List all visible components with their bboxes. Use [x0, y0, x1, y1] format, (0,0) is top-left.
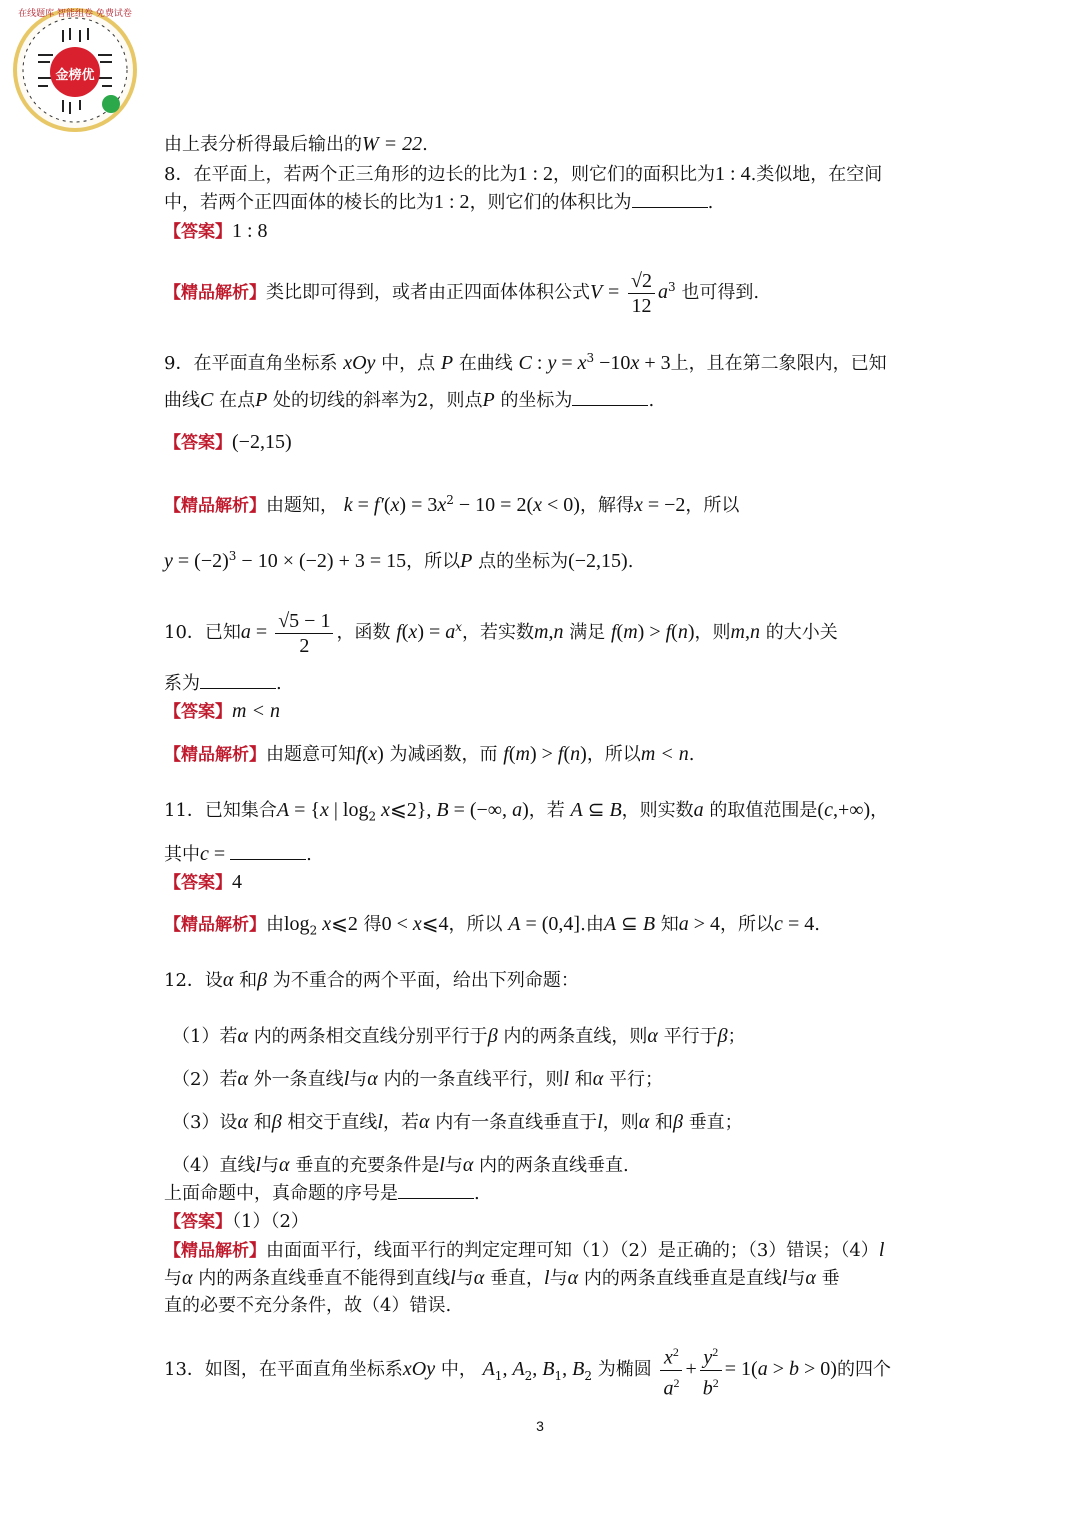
jinbangyou-logo: [8, 0, 142, 134]
analysis-8: 【精品解析】类比即可得到，或者由正四面体体积公式V = $\frac{√2}{12}$ $a^3$ 也可得到.: [164, 269, 760, 317]
answer-blank: [398, 1180, 474, 1199]
analysis-10: 【精品解析】由题意可知f(x) 为减函数，而 f(m) > f(n)，所以m < n.: [164, 743, 695, 765]
answer-blank: [200, 670, 276, 689]
question-11: 11．已知集合A = {x | $\log_2$ x⩽2}, B = (−∞, a)，若 A ⊆ B，则实数a 的取值范围是(c,+∞)，: [164, 799, 889, 824]
answer-11: 【答案】4: [164, 871, 242, 893]
question-12-prompt: 上面命题中，真命题的序号是 .: [164, 1180, 480, 1208]
answer-10: 【答案】m < n: [164, 700, 280, 722]
answer-blank: [632, 189, 708, 208]
proposition-3: （3）设α 和β 相交于直线l，若α 内有一条直线垂直于l，则α 和β 垂直；: [172, 1111, 743, 1133]
text-line: 由上表分析得最后输出的W = 22.: [164, 133, 428, 155]
question-8-cont: 中，若两个正四面体的棱长的比为1 : 2，则它们的体积比为 .: [164, 191, 714, 213]
question-8: 8．在平面上，若两个正三角形的边长的比为1 : 2，则它们的面积比为1 : 4.类似地，在空间: [164, 163, 883, 185]
question-9-cont: 曲线C 在点P 处的切线的斜率为2，则点P 的坐标为 .: [164, 389, 655, 411]
answer-9: 【答案】(−2,15): [164, 431, 292, 453]
analysis-9: 【精品解析】由题知， $k = f'(x) = 3x^2 - 10 = 2(x < 0)$，解得x = −2，所以: [164, 493, 740, 516]
analysis-12-cont: 与α 内的两条直线垂直不能得到直线l与α 垂直，l与α 内的两条直线垂直是直线l与α 垂: [164, 1267, 840, 1289]
analysis-9-cont: $y = (-2)^3 - 10 \times (-2) + 3 = 15$，所以P 点的坐标为(−2,15).: [164, 549, 634, 572]
question-12: 12．设α 和β 为不重合的两个平面，给出下列命题：: [164, 969, 579, 991]
question-11-cont: 其中c = .: [164, 843, 312, 865]
question-9: 9．在平面直角坐标系 xOy 中，点 P 在曲线 C : $y = x^3 -10x + 3$上，且在第二象限内，已知: [164, 351, 887, 374]
proposition-2: （2）若α 外一条直线l与α 内的一条直线平行，则l 和α 平行；: [172, 1068, 664, 1090]
page-number: 3: [536, 1418, 544, 1434]
logo-center-text: 金榜优: [55, 68, 95, 83]
answer-8: 【答案】1 : 8: [164, 220, 268, 242]
question-10: 10．已知a = $\frac{√5 - 1}{2}$ ，函数 $f(x) = a^x$，若实数m,n 满足 f(m) > f(n)，则m,n 的大小关: [164, 609, 838, 657]
analysis-11: 【精品解析】由$\log_2$ x⩽2 得0 < x⩽4，所以 A = (0,4].由A ⊆ B 知a > 4，所以c = 4.: [164, 913, 820, 938]
question-10-cont: 系为 .: [164, 670, 282, 698]
logo-arc-text: 在线题库 智能组卷 免费试卷: [18, 9, 132, 19]
proposition-1: （1）若α 内的两条相交直线分别平行于β 内的两条直线，则α 平行于β；: [172, 1025, 746, 1047]
analysis-12-end: 直的必要不充分条件，故（4）错误.: [164, 1295, 452, 1316]
proposition-4: （4）直线l与α 垂直的充要条件是l与α 内的两条直线垂直.: [172, 1154, 629, 1176]
answer-blank: [230, 841, 306, 860]
question-13: 13．如图，在平面直角坐标系xOy 中， $A_1$, $A_2$, $B_1$, $B_2$ 为椭圆 $\frac{x^2}{a^2}$ + $\frac{y^2}{b^2}$ = 1(a > b > 0)的四个: [164, 1340, 891, 1400]
answer-12: 【答案】（1）（2）: [164, 1211, 309, 1232]
analysis-12: 【精品解析】由面面平行，线面平行的判定定理可知（1）（2）是正确的；（3）错误；（4）l: [164, 1239, 885, 1261]
answer-blank: [572, 387, 648, 406]
